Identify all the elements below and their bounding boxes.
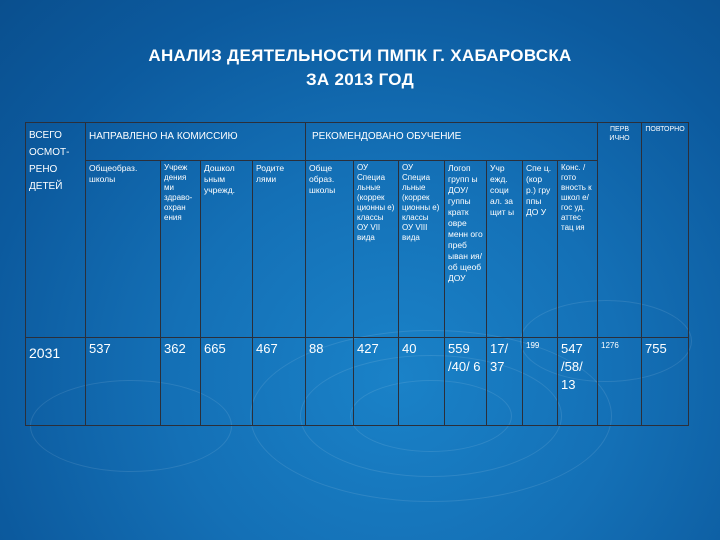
recommended-value: 88: [306, 338, 354, 426]
recommended-subheader: Логоп групп ы ДОУ/ гуппы кратк овре менн ого преб ыван ия/об щеоб ДОУ: [445, 161, 487, 338]
sent-subheader: Родите лями: [253, 161, 306, 338]
page-title: [0, 44, 720, 92]
recommended-value: 547 /58/ 13: [558, 338, 598, 426]
recommended-subheader: Учр ежд. соци ал. за щит ы: [487, 161, 523, 338]
primary-header: ПЕРВ ИЧНО: [598, 123, 642, 338]
recommended-education-header: РЕКОМЕНДОВАНО ОБУЧЕНИЕ: [306, 123, 598, 161]
sent-value: 467: [253, 338, 306, 426]
title-line-1: АНАЛИЗ ДЕЯТЕЛЬНОСТИ ПМПК Г. ХАБАРОВСКА: [148, 46, 572, 65]
sent-to-commission-header: НАПРАВЛЕНО НА КОМИССИЮ: [86, 123, 306, 161]
repeat-value: 755: [642, 338, 689, 426]
recommended-value: 40: [399, 338, 445, 426]
sent-value: 362: [161, 338, 201, 426]
recommended-value: 17/ 37: [487, 338, 523, 426]
values-row: [26, 338, 689, 426]
subheader-row: [26, 161, 689, 338]
recommended-subheader: ОУ Специа льные (коррек ционны е) классы ОУ VIII вида: [399, 161, 445, 338]
sent-value: 537: [86, 338, 161, 426]
repeat-header: ПОВТОРНО: [642, 123, 689, 338]
sent-subheader: Дошкол ьным учрежд.: [201, 161, 253, 338]
recommended-subheader: Спе ц. (кор р.) гру ппы ДО У: [523, 161, 558, 338]
header-row: [26, 123, 689, 161]
sent-subheader: Общеобраз. школы: [86, 161, 161, 338]
title-line-2: ЗА 2013 ГОД: [305, 70, 414, 89]
statistics-table: [25, 122, 689, 426]
primary-value: 1276: [598, 338, 642, 426]
recommended-subheader: Обще образ. школы: [306, 161, 354, 338]
total-value: 2031: [26, 338, 86, 426]
total-examined-header: ВСЕГО ОСМОТ-РЕНО ДЕТЕЙ: [26, 123, 86, 338]
recommended-value: 427: [354, 338, 399, 426]
recommended-subheader: ОУ Специа льные (коррек ционны е) классы ОУ VII вида: [354, 161, 399, 338]
recommended-value: 559 /40/ 6: [445, 338, 487, 426]
sent-value: 665: [201, 338, 253, 426]
sent-subheader: Учреж дения ми здраво-охран ения: [161, 161, 201, 338]
recommended-subheader: Конс. /гото вность к школ е/гос уд. аттес тац ия: [558, 161, 598, 338]
recommended-value: 199: [523, 338, 558, 426]
